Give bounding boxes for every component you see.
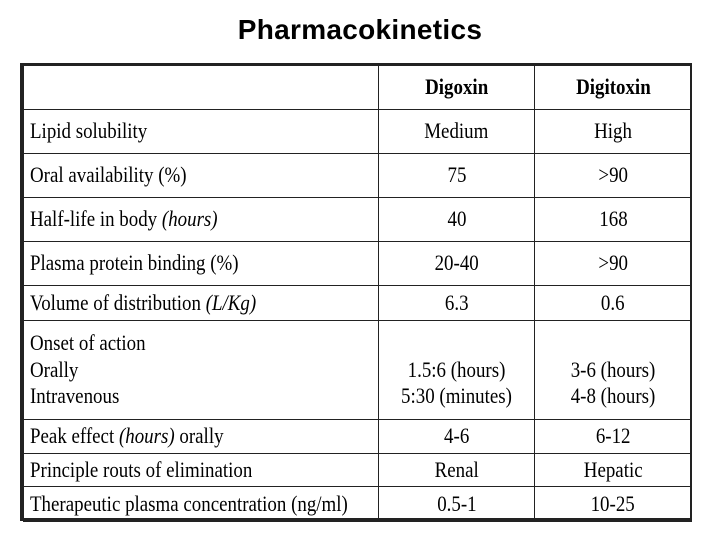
row-label: Half-life in body (hours) <box>24 198 379 242</box>
row-label: Plasma protein binding (%) <box>24 242 379 286</box>
digitoxin-value: Hepatic <box>535 454 692 487</box>
row-label: Therapeutic plasma concentration (ng/ml) <box>24 487 379 522</box>
digoxin-value: 4-6 <box>379 420 535 454</box>
row-label: Oral availability (%) <box>24 154 379 198</box>
digitoxin-value: >90 <box>535 154 692 198</box>
header-digitoxin: Digitoxin <box>535 66 692 110</box>
header-blank <box>24 66 379 110</box>
row-label: Peak effect (hours) orally <box>24 420 379 454</box>
digitoxin-value: 0.6 <box>535 286 692 321</box>
table-row <box>24 198 692 242</box>
table-header-row <box>24 66 692 110</box>
row-label: Principle routs of elimination <box>24 454 379 487</box>
pharmacokinetics-table-frame <box>20 63 692 521</box>
table-row <box>24 242 692 286</box>
table-row <box>24 487 692 522</box>
digitoxin-value: 168 <box>535 198 692 242</box>
digoxin-value: 0.5-1 <box>379 487 535 522</box>
table-row-onset <box>24 321 692 420</box>
table-row <box>24 110 692 154</box>
digoxin-value: 6.3 <box>379 286 535 321</box>
digoxin-value: 40 <box>379 198 535 242</box>
header-digoxin: Digoxin <box>379 66 535 110</box>
digitoxin-value: 10-25 <box>535 487 692 522</box>
digoxin-value: Renal <box>379 454 535 487</box>
table-row <box>24 154 692 198</box>
table-row <box>24 454 692 487</box>
pharmacokinetics-table <box>23 65 692 522</box>
digoxin-value: 1.5:6 (hours) 5:30 (minutes) <box>379 321 535 420</box>
table-row <box>24 420 692 454</box>
table-row <box>24 286 692 321</box>
row-label: Volume of distribution (L/Kg) <box>24 286 379 321</box>
digitoxin-value: 6-12 <box>535 420 692 454</box>
digoxin-value: 75 <box>379 154 535 198</box>
digitoxin-value: 3-6 (hours) 4-8 (hours) <box>535 321 692 420</box>
row-label: Lipid solubility <box>24 110 379 154</box>
digitoxin-value: High <box>535 110 692 154</box>
digoxin-value: Medium <box>379 110 535 154</box>
row-label: Onset of action Orally Intravenous <box>24 321 379 420</box>
page-title: Pharmacokinetics <box>237 14 483 45</box>
digitoxin-value: >90 <box>535 242 692 286</box>
digoxin-value: 20-40 <box>379 242 535 286</box>
